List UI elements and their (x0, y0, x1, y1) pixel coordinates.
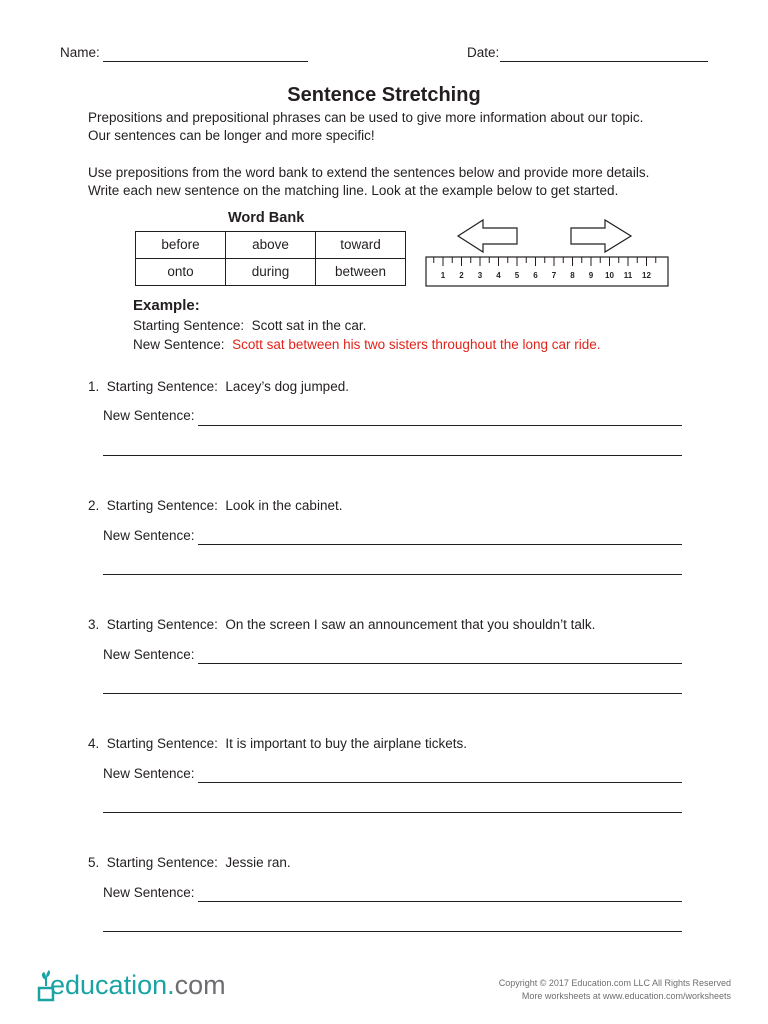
exercise-new-prefix: New Sentence: (103, 766, 195, 781)
answer-line[interactable] (198, 544, 682, 545)
ruler-ticks (434, 257, 656, 280)
example-new-prefix: New Sentence: (133, 337, 225, 352)
answer-line[interactable] (198, 425, 682, 426)
ruler-tick-label: 11 (623, 271, 633, 280)
ruler-tick-label: 2 (459, 271, 464, 280)
example-label: Example: (133, 297, 200, 314)
exercise-starting-prefix: Starting Sentence: (106, 855, 218, 870)
answer-line[interactable] (198, 663, 682, 664)
exercise-starting-text: On the screen I saw an announcement that you shouldn’t talk. (225, 617, 596, 632)
example-starting-prefix: Starting Sentence: (133, 318, 245, 333)
exercise-starting-sentence (88, 616, 595, 634)
word-bank-cell: toward (316, 232, 406, 259)
ruler-tick-label: 9 (588, 271, 594, 280)
exercise-number: 5. (88, 855, 100, 870)
answer-line[interactable] (198, 782, 682, 783)
ruler-tick-label: 4 (496, 271, 501, 280)
example-starting-sentence (133, 317, 366, 335)
ruler-tick-label: 8 (570, 271, 575, 280)
answer-line[interactable] (198, 901, 682, 902)
exercise-new-prefix: New Sentence: (103, 528, 195, 543)
exercise-starting-prefix: Starting Sentence: (106, 617, 218, 632)
ruler-arrows-graphic (0, 0, 768, 300)
exercise-starting-sentence (88, 378, 349, 396)
word-bank-cell: above (226, 232, 316, 259)
exercise-starting-sentence (88, 854, 291, 872)
exercise-number: 2. (88, 498, 100, 513)
word-bank-cell: before (136, 232, 226, 259)
logo-main: education (50, 970, 168, 1000)
page-title: Sentence Stretching (287, 84, 481, 106)
answer-line[interactable] (103, 693, 682, 694)
ruler-tick-label: 1 (440, 271, 446, 280)
word-bank-title: Word Bank (228, 210, 305, 226)
exercise-starting-text: Look in the cabinet. (225, 498, 343, 513)
example-starting-text: Scott sat in the car. (251, 318, 367, 333)
education-logo[interactable] (50, 967, 226, 1003)
exercise-number: 1. (88, 379, 100, 394)
instructions-line-1: Use prepositions from the word bank to extend the sentences below and provide more details. (88, 165, 650, 180)
ruler-tick-label: 10 (605, 271, 614, 280)
exercise-starting-text: Jessie ran. (225, 855, 291, 870)
answer-line[interactable] (103, 574, 682, 575)
ruler-tick-label: 12 (642, 271, 651, 280)
intro-line-1: Prepositions and prepositional phrases can be used to give more information about our topic. (88, 110, 644, 125)
name-label: Name: (60, 45, 100, 60)
ruler-tick-label: 7 (551, 271, 557, 280)
exercise-starting-sentence (88, 735, 467, 753)
ruler-tick-label: 6 (533, 271, 538, 280)
word-bank-cell: onto (136, 259, 226, 286)
date-label: Date: (467, 45, 500, 60)
answer-line[interactable] (103, 455, 682, 456)
intro-line-2: Our sentences can be longer and more specific! (88, 128, 375, 143)
exercise-starting-prefix: Starting Sentence: (106, 498, 218, 513)
exercise-new-prefix: New Sentence: (103, 408, 195, 423)
exercise-number: 3. (88, 617, 100, 632)
copyright-text: Copyright © 2017 Education.com LLC All Rights Reserved (498, 978, 731, 988)
exercise-new-prefix: New Sentence: (103, 647, 195, 662)
instructions-line-2: Write each new sentence on the matching line. Look at the example below to get started. (88, 183, 619, 198)
example-new-text: Scott sat between his two sisters throughout the long car ride. (232, 337, 601, 352)
exercise-starting-prefix: Starting Sentence: (106, 736, 218, 751)
ruler-tick-label: 5 (514, 271, 520, 280)
right-arrow-icon (571, 220, 631, 252)
logo-suffix: com (174, 970, 226, 1000)
exercise-number: 4. (88, 736, 100, 751)
example-new-sentence (133, 336, 601, 354)
word-bank-cell: between (316, 259, 406, 286)
ruler-tick-label: 3 (477, 271, 483, 280)
word-bank-cell: during (226, 259, 316, 286)
answer-line[interactable] (103, 931, 682, 932)
exercise-starting-prefix: Starting Sentence: (106, 379, 218, 394)
left-arrow-icon (458, 220, 517, 252)
exercise-new-prefix: New Sentence: (103, 885, 195, 900)
logo-dot: . (167, 970, 175, 1000)
exercise-starting-sentence (88, 497, 342, 515)
exercise-starting-text: It is important to buy the airplane tickets. (225, 736, 467, 751)
more-worksheets-text: More worksheets at www.education.com/worksheets (521, 991, 731, 1001)
answer-line[interactable] (103, 812, 682, 813)
exercise-starting-text: Lacey’s dog jumped. (225, 379, 349, 394)
